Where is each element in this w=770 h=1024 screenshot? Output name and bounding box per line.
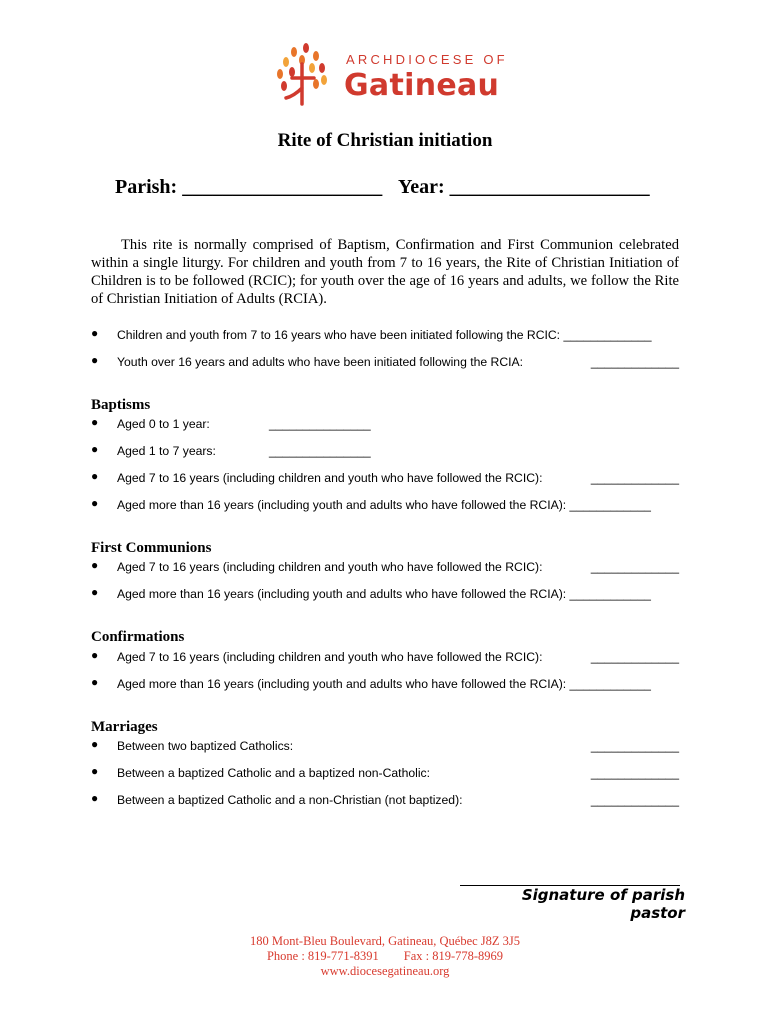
count-blank[interactable]: _______________ <box>269 444 371 458</box>
list-item <box>91 560 679 578</box>
parish-field[interactable]: Parish: ____________________ <box>115 176 383 198</box>
page-title: Rite of Christian initiation <box>277 130 493 151</box>
section-heading-baptisms: Baptisms <box>91 397 151 413</box>
list-item <box>91 328 679 346</box>
bullet-icon: ● <box>91 648 99 662</box>
bullet-icon: ● <box>91 558 99 572</box>
list-item <box>91 793 679 811</box>
list-item <box>91 498 679 516</box>
count-blank[interactable]: _____________ <box>590 793 679 807</box>
item-label: Aged more than 16 years (including youth and adults who have followed the RCIA): ____________ <box>117 677 651 691</box>
item-label: Aged more than 16 years (including youth and adults who have followed the RCIA): ____________ <box>117 587 651 601</box>
intro-paragraph <box>91 236 679 308</box>
list-item <box>91 417 679 435</box>
bullet-icon: ● <box>91 353 99 367</box>
bullet-icon: ● <box>91 469 99 483</box>
item-label: Between a baptized Catholic and a non-Christian (not baptized): <box>117 793 463 807</box>
section-heading-first-communions: First Communions <box>91 540 212 556</box>
list-item <box>91 471 679 489</box>
bullet-icon: ● <box>91 675 99 689</box>
count-blank[interactable]: _____________ <box>590 650 679 664</box>
list-item <box>91 444 679 462</box>
item-label: Aged 7 to 16 years (including children and youth who have followed the RCIC): <box>117 471 543 485</box>
signature-label: Signature of parish pastor <box>521 886 685 922</box>
count-blank[interactable]: _____________ <box>590 355 679 369</box>
count-blank[interactable]: _____________ <box>590 560 679 574</box>
item-label: Youth over 16 years and adults who have been initiated following the RCIA: <box>117 355 524 369</box>
bullet-icon: ● <box>91 326 99 340</box>
list-item <box>91 677 679 695</box>
item-label: Aged 7 to 16 years (including children and youth who have followed the RCIC): <box>117 560 543 574</box>
bullet-icon: ● <box>91 791 99 805</box>
footer-website[interactable]: www.diocesegatineau.org <box>320 964 450 978</box>
bullet-icon: ● <box>91 496 99 510</box>
bullet-icon: ● <box>91 585 99 599</box>
count-blank[interactable]: _____________ <box>590 471 679 485</box>
footer-address: 180 Mont-Bleu Boulevard, Gatineau, Québec J8Z 3J5 <box>249 934 521 948</box>
intro-text: This rite is normally comprised of Baptism, Confirmation and First Communion celebrated within a single liturgy. For children and youth from 7 to 16 years, the Rite of Christian Initiation of Children is to be followed (RCIC); for youth over the age of 16 years and adults, we follow the Rite of Christian Initiation of Adults (RCIA). <box>91 237 679 307</box>
item-label: Aged 0 to 1 year: <box>117 417 210 431</box>
tree-cross-icon <box>272 42 334 112</box>
bullet-icon: ● <box>91 442 99 456</box>
item-label: Between two baptized Catholics: <box>117 739 294 753</box>
section-heading-marriages: Marriages <box>91 719 158 735</box>
count-blank[interactable]: _____________ <box>590 766 679 780</box>
item-label: Between a baptized Catholic and a baptized non-Catholic: <box>117 766 431 780</box>
brand-line1: ARCHDIOCESE OF <box>346 52 508 67</box>
count-blank[interactable]: _______________ <box>269 417 371 431</box>
year-field[interactable]: Year: ____________________ <box>398 176 650 198</box>
bullet-icon: ● <box>91 764 99 778</box>
list-item <box>91 766 679 784</box>
item-label: Aged 7 to 16 years (including children and youth who have followed the RCIC): <box>117 650 543 664</box>
list-item <box>91 650 679 668</box>
diocese-logo <box>272 42 512 112</box>
list-item <box>91 355 679 373</box>
list-item <box>91 587 679 605</box>
item-label: Aged 1 to 7 years: <box>117 444 216 458</box>
count-blank[interactable]: _____________ <box>590 739 679 753</box>
bullet-icon: ● <box>91 737 99 751</box>
item-label: Aged more than 16 years (including youth and adults who have followed the RCIA): ____________ <box>117 498 651 512</box>
section-heading-confirmations: Confirmations <box>91 629 185 645</box>
brand-line2: Gatineau <box>344 68 500 103</box>
list-item <box>91 739 679 757</box>
footer-phones: Phone : 819-771-8391 Fax : 819-778-8969 <box>266 949 504 963</box>
bullet-icon: ● <box>91 415 99 429</box>
item-label: Children and youth from 7 to 16 years who have been initiated following the RCIC: _____________ <box>117 328 652 342</box>
